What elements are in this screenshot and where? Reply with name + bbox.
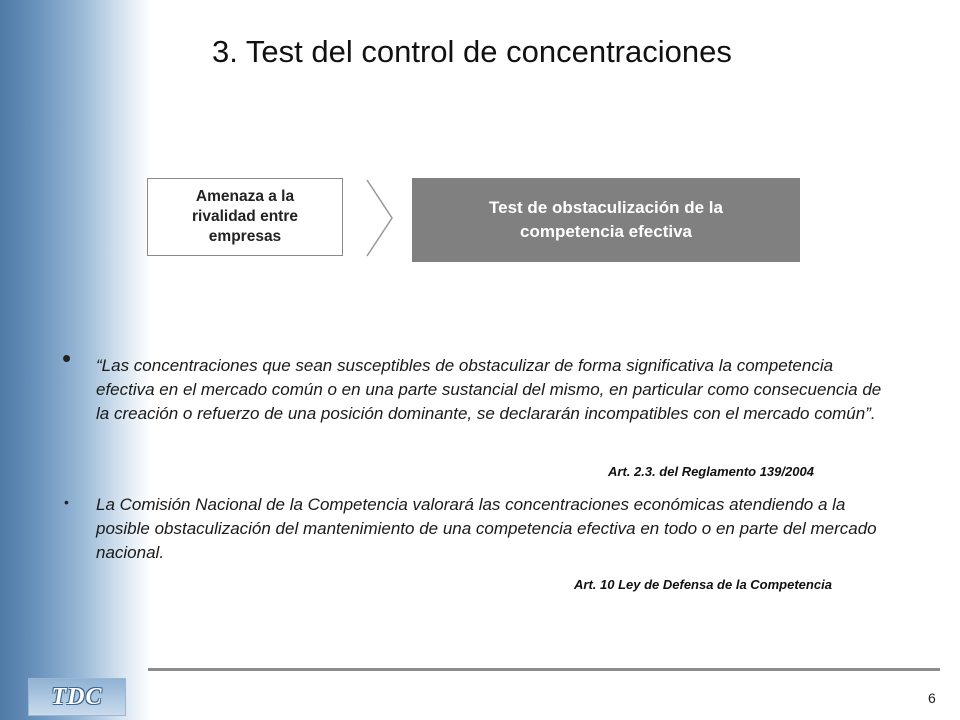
chevron-right-icon — [366, 178, 394, 258]
footer-divider — [148, 668, 940, 671]
test-box-label: Test de obstaculización de la competencia efectiva — [489, 198, 723, 241]
slide-title: 3. Test del control de concentraciones — [212, 34, 732, 69]
regulation-reference: Art. 2.3. del Reglamento 139/2004 — [608, 464, 814, 479]
tdc-logo — [28, 678, 126, 716]
threat-box-label: Amenaza a la rivalidad entre empresas — [192, 188, 298, 245]
law-reference: Art. 10 Ley de Defensa de la Competencia — [574, 577, 832, 592]
cnc-paragraph: La Comisión Nacional de la Competencia valorará las concentraciones económicas atendiendo a la posible obstaculización del mantenimiento de una competencia efectiva en todo o en parte del mercado nacional. — [96, 495, 877, 562]
bullet-marker: • — [62, 343, 72, 373]
threat-box — [147, 178, 343, 256]
page-number: 6 — [928, 690, 936, 706]
tdc-logo-text: TDC — [51, 683, 103, 710]
regulation-quote — [96, 354, 896, 426]
bullet-marker: • — [64, 494, 69, 510]
regulation-quote-text: “Las concentraciones que sean susceptibles de obstaculizar de forma significativa la competencia efectiva en el mercado común o en una parte sustancial del mismo, en particular como consecuencia de la creación o refuerzo de una posición dominante, se declararán incompatibles con el mercado común”. — [96, 356, 882, 423]
test-box — [412, 178, 800, 262]
